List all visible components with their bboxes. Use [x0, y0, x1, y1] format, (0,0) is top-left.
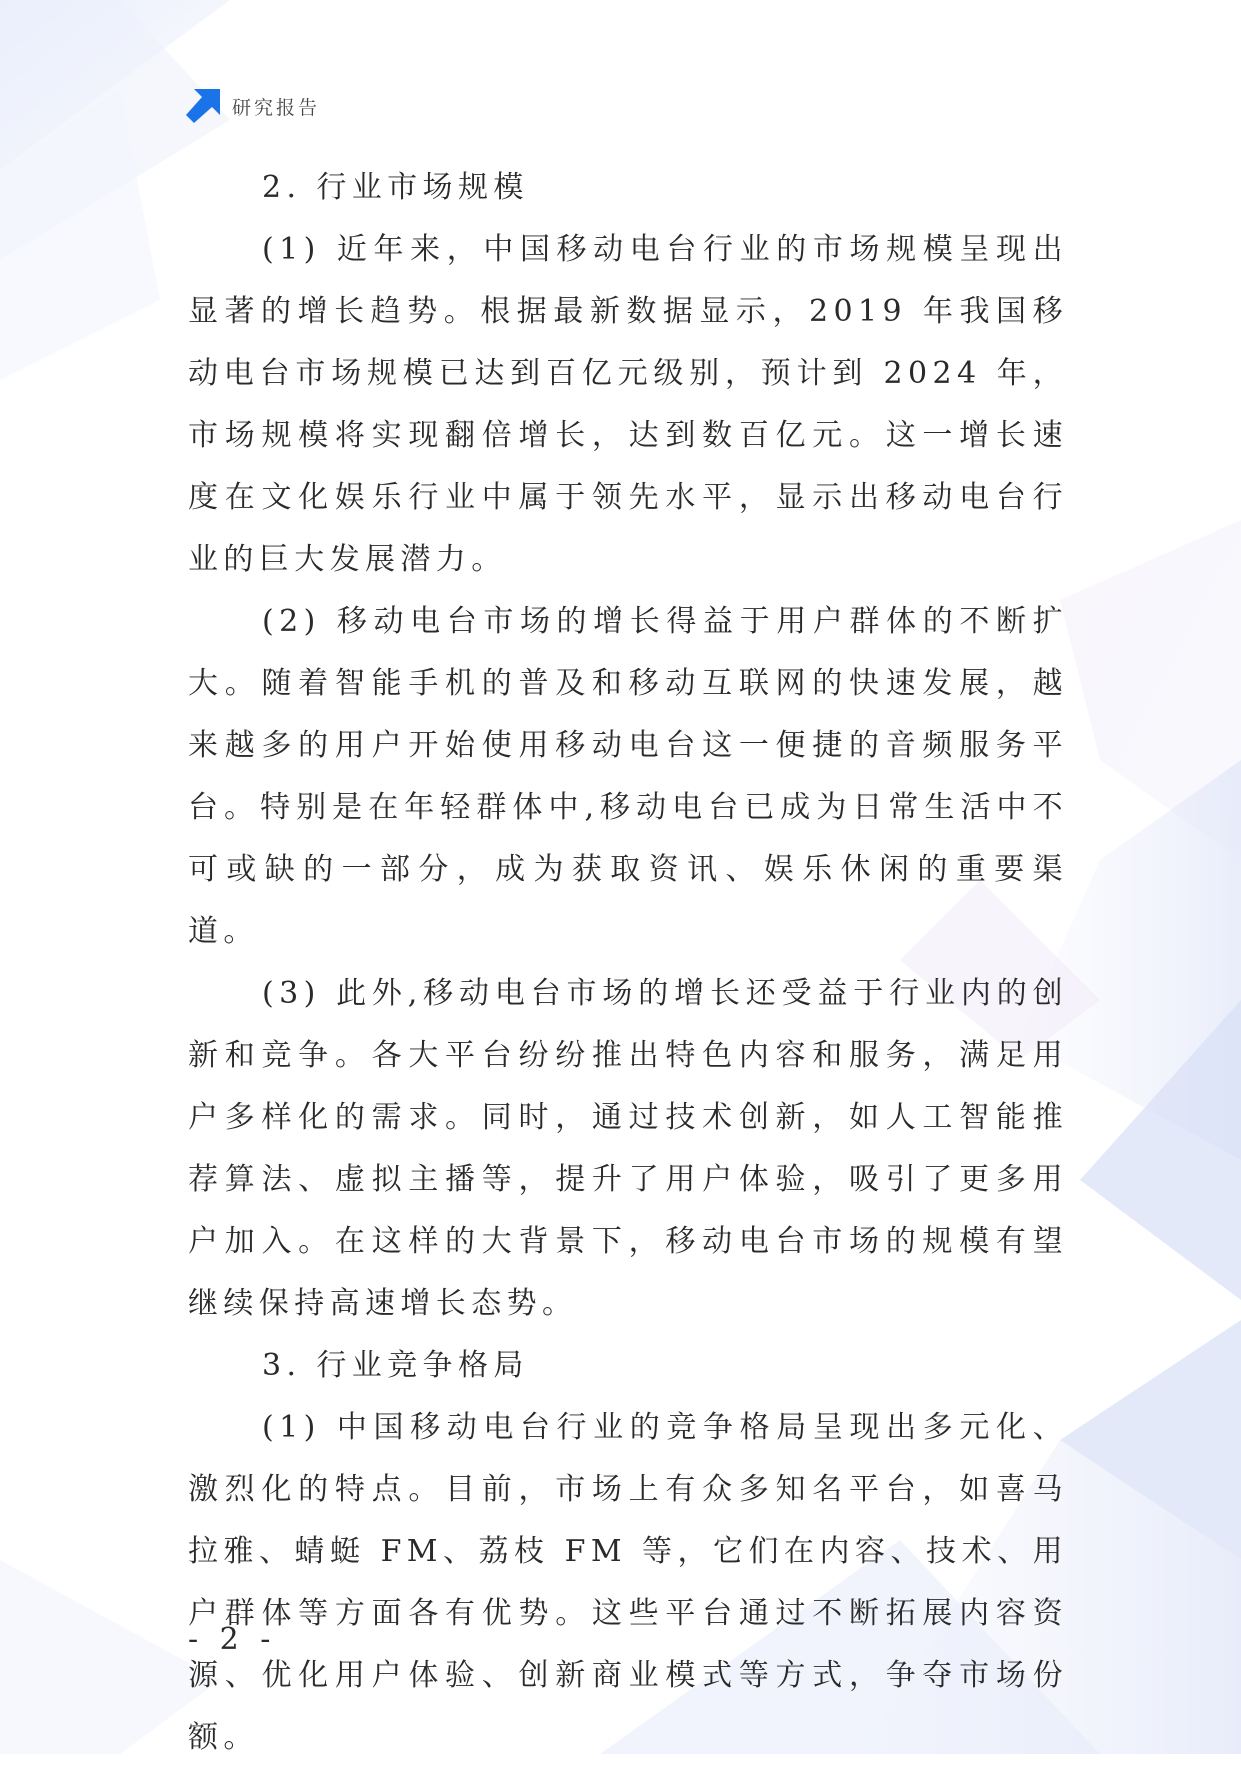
report-header: [186, 88, 320, 124]
paragraph: (2) 移动电台市场的增长得益于用户群体的不断扩大。随着智能手机的普及和移动互联网的快速发展，越来越多的用户开始使用移动电台这一便捷的音频服务平台。特别是在年轻群体中,移动电台已成为日常生活中不可或缺的一部分，成为获取资讯、娱乐休闲的重要渠道。: [188, 604, 1068, 949]
header-title: 研究报告: [232, 96, 321, 119]
section-heading-market-size: 2. 行业市场规模: [262, 170, 529, 205]
paragraph: (3) 此外,移动电台市场的增长还受益于行业内的创新和竞争。各大平台纷纷推出特色内容和服务，满足用户多样化的需求。同时，通过技术创新，如人工智能推荐算法、虚拟主播等，提升了用户体验，吸引了更多用户加入。在这样的大背景下，移动电台市场的规模有望继续保持高速增长态势。: [188, 976, 1068, 1321]
section-heading-competition: 3. 行业竞争格局: [262, 1348, 529, 1383]
document-body: [188, 157, 1068, 1769]
paragraph: (1) 近年来，中国移动电台行业的市场规模呈现出显著的增长趋势。根据最新数据显示，2019 年我国移动电台市场规模已达到百亿元级别，预计到 2024 年，市场规模将实现翻倍增长，达到数百亿元。这一增长速度在文化娱乐行业中属于领先水平，显示出移动电台行业的巨大发展潜力。: [188, 232, 1068, 577]
arrow-up-right-icon: [186, 89, 220, 123]
paragraph: (1) 中国移动电台行业的竞争格局呈现出多元化、激烈化的特点。目前，市场上有众多知名平台，如喜马拉雅、蜻蜓 FM、荔枝 FM 等，它们在内容、技术、用户群体等方面各有优势。这些平台通过不断拓展内容资源、优化用户体验、创新商业模式等方式，争夺市场份额。: [188, 1410, 1068, 1755]
page-number: - 2 -: [188, 1622, 277, 1657]
